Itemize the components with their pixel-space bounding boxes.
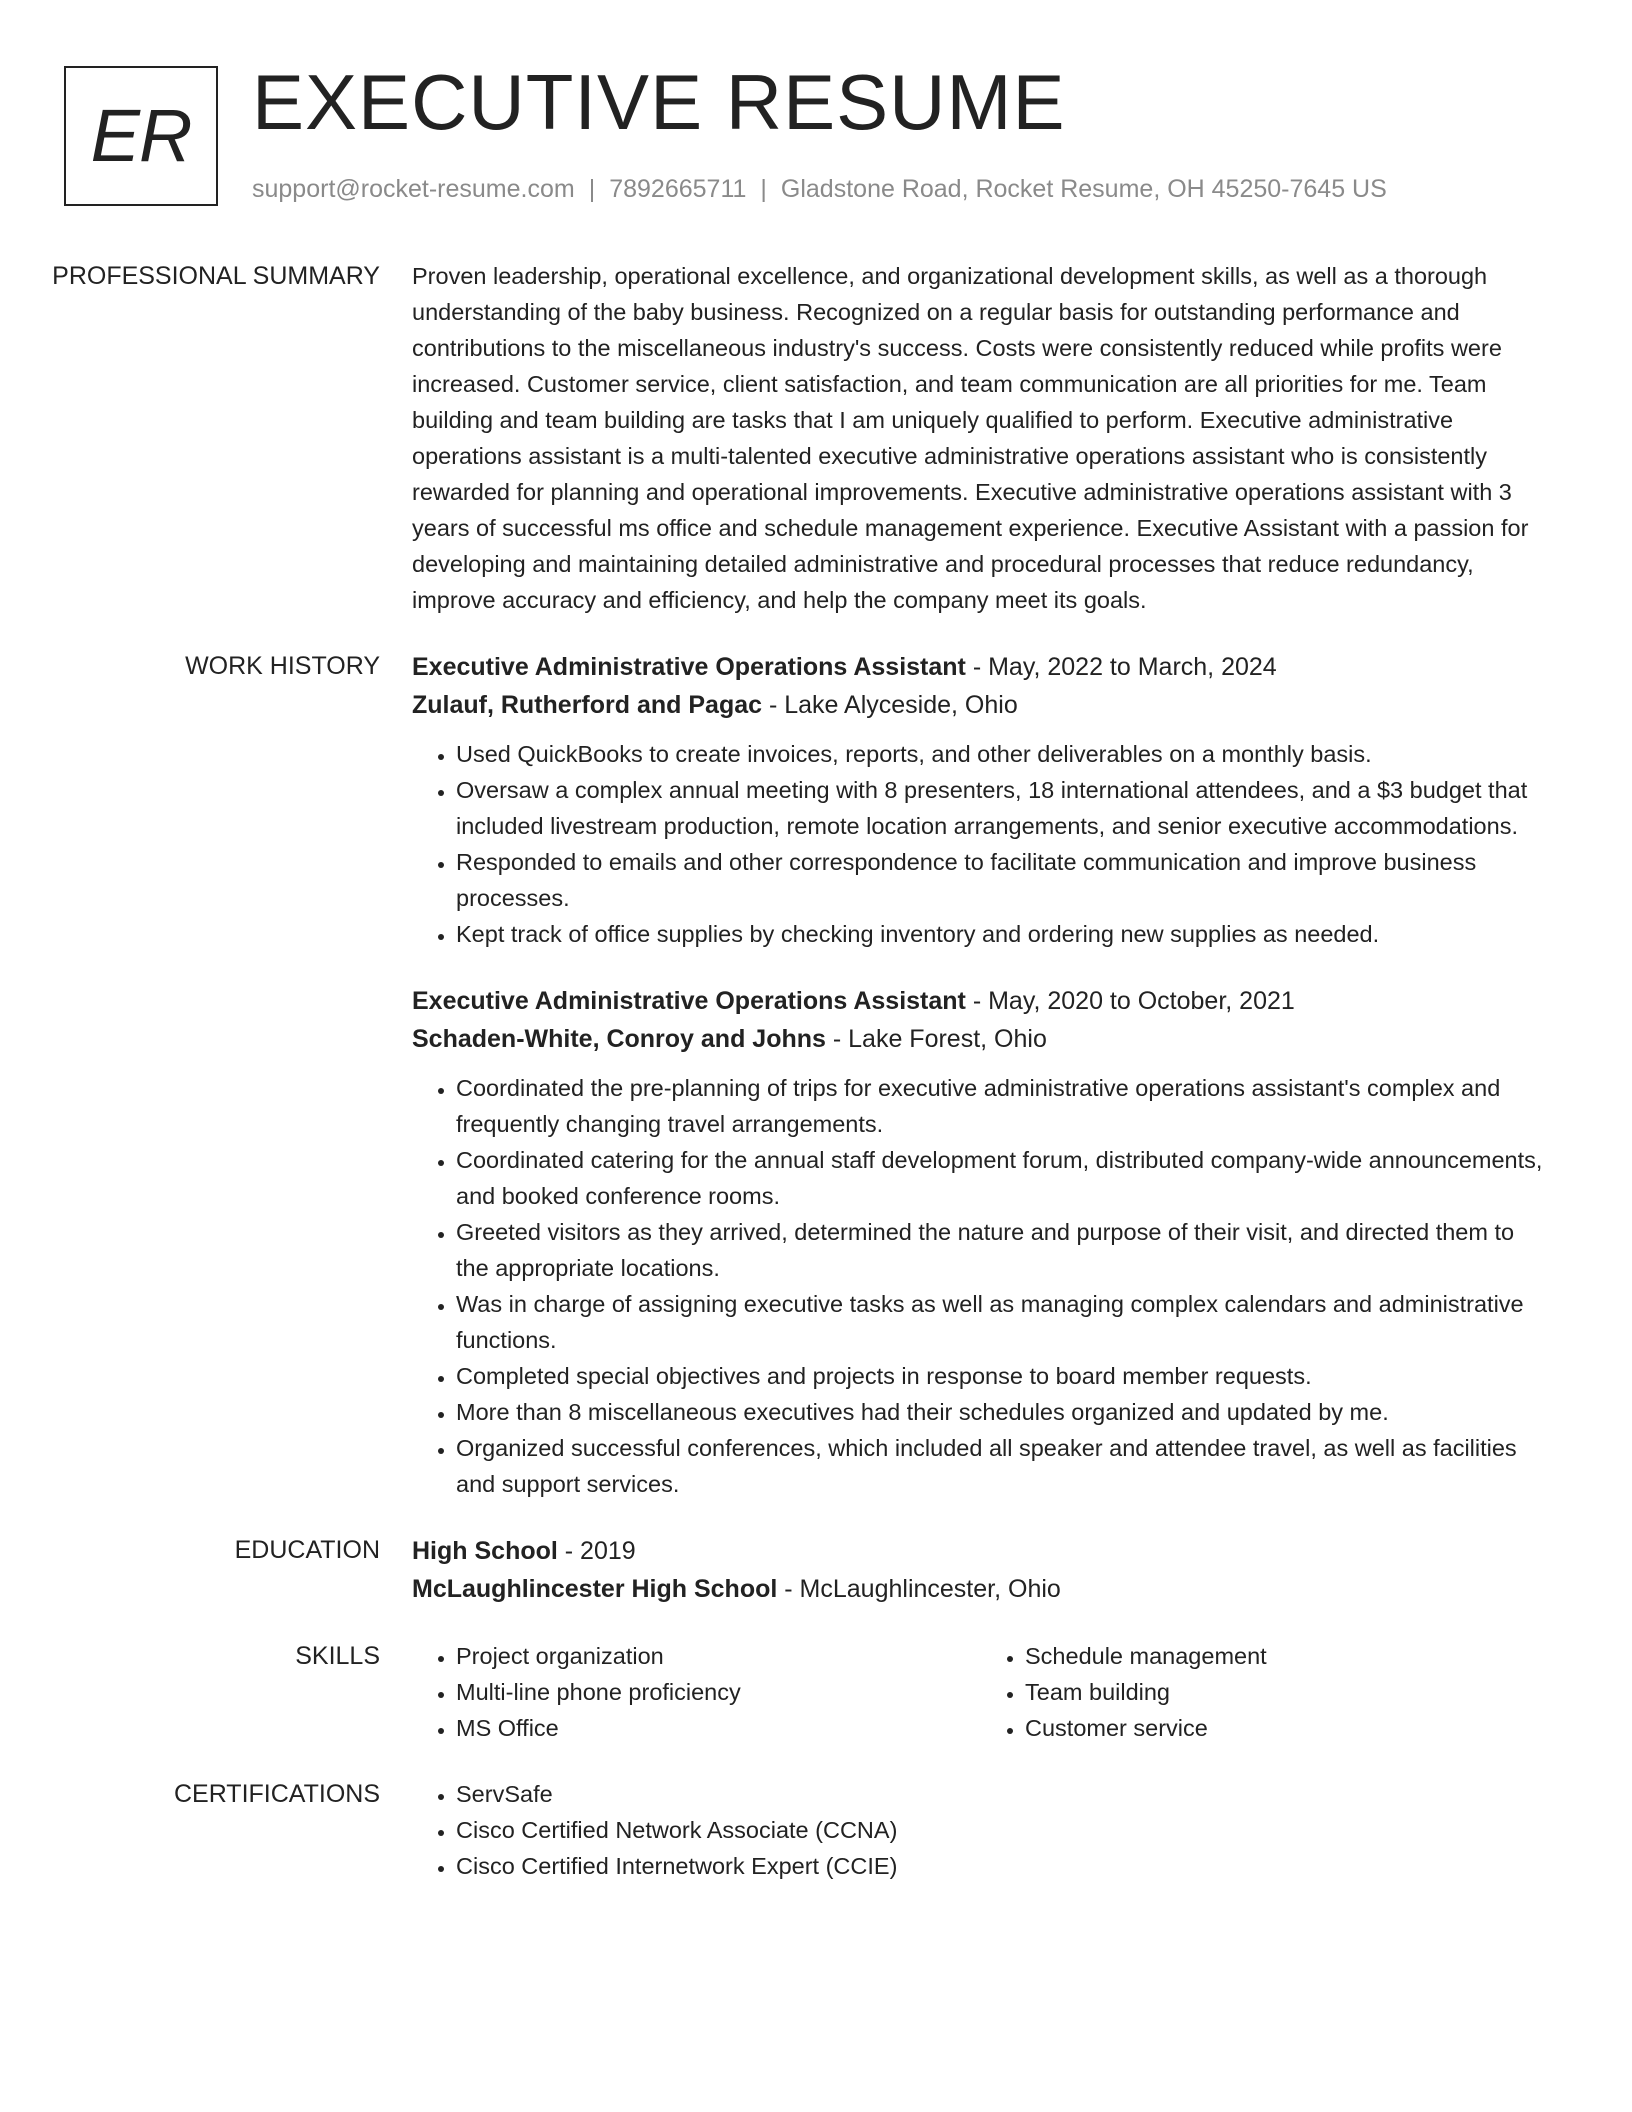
skill-item: • MS Office	[456, 1710, 981, 1746]
job-title: Executive Administrative Operations Assistant	[412, 987, 966, 1015]
job-bullets	[412, 736, 1550, 952]
skills-section	[0, 1638, 1632, 1746]
job-bullet: • Used QuickBooks to create invoices, reports, and other deliverables on a monthly basis.	[456, 736, 1550, 772]
monogram-initials: ER	[90, 94, 192, 177]
job-bullet: • Organized successful conferences, which included all speaker and attendee travel, as well as facilities and support services.	[456, 1430, 1550, 1502]
contact-phone[interactable]: 7892665711	[609, 175, 747, 203]
job-bullets	[412, 1070, 1550, 1502]
job-company: Zulauf, Rutherford and Pagac	[412, 691, 763, 719]
job-title: Executive Administrative Operations Assistant	[412, 653, 966, 681]
skill-item: • Multi-line phone proficiency	[456, 1674, 981, 1710]
job-company-line	[412, 686, 1550, 724]
skill-item: • Project organization	[456, 1638, 981, 1674]
certification-item: • Cisco Certified Network Associate (CCNA)	[456, 1812, 1550, 1848]
contact-line	[252, 172, 1387, 206]
job-location: - Lake Alyceside, Ohio	[762, 691, 1018, 719]
job-title-line	[412, 648, 1550, 686]
job-bullet: • Was in charge of assigning executive tasks as well as managing complex calendars and administrative functions.	[456, 1286, 1550, 1358]
job-bullet: • Coordinated catering for the annual staff development forum, distributed company-wide announcements, and booked conference rooms.	[456, 1142, 1550, 1214]
job-bullet: • Coordinated the pre-planning of trips for executive administrative operations assistant's complex and frequently changing travel arrangements.	[456, 1070, 1550, 1142]
education-year: - 2019	[557, 1537, 636, 1565]
contact-address: Gladstone Road, Rocket Resume, OH 45250-7645 US	[780, 175, 1387, 203]
job-bullet: • More than 8 miscellaneous executives had their schedules organized and updated by me.	[456, 1394, 1550, 1430]
resume-title: EXECUTIVE RESUME	[252, 58, 1066, 146]
monogram-box	[64, 66, 218, 206]
job-bullet: • Greeted visitors as they arrived, determined the nature and purpose of their visit, and directed them to the appropriate locations.	[456, 1214, 1550, 1286]
contact-email[interactable]: support@rocket-resume.com	[252, 175, 575, 203]
job-bullet: • Completed special objectives and projects in response to board member requests.	[456, 1358, 1550, 1394]
section-label-certifications: CERTIFICATIONS	[173, 1780, 380, 1808]
section-label-skills: SKILLS	[295, 1642, 380, 1670]
job-dates: - May, 2020 to October, 2021	[965, 987, 1295, 1015]
job-bullet: • Kept track of office supplies by checking inventory and ordering new supplies as needed.	[456, 916, 1550, 952]
work-history-section	[0, 648, 1632, 1502]
summary-section	[0, 258, 1632, 618]
education-degree-line	[412, 1532, 1550, 1570]
summary-text: Proven leadership, operational excellence, and organizational development skills, as well as a thorough understanding of the baby business. Recognized on a regular basis for outstanding performance and contributions to the miscellaneous industry's success. Costs were consistently reduced while profits were increased. Customer service, client satisfaction, and team communication are all priorities for me. Team building and team building are tasks that I am uniquely qualified to perform. Executive administrative operations assistant is a multi-talented executive administrative operations assistant who is consistently rewarded for planning and operational improvements. Executive administrative operations assistant with 3 years of successful ms office and schedule management experience. Executive Assistant with a passion for developing and maintaining detailed administrative and procedural processes that reduce redundancy, improve accuracy and efficiency, and help the company meet its goals.	[412, 263, 1529, 613]
job-entry	[412, 648, 1550, 952]
education-school: McLaughlincester High School	[412, 1575, 778, 1603]
section-label-work: WORK HISTORY	[185, 652, 380, 680]
job-company-line	[412, 1020, 1550, 1058]
job-entry	[412, 982, 1550, 1502]
section-label-education: EDUCATION	[234, 1536, 380, 1564]
contact-separator: |	[588, 175, 596, 203]
job-dates: - May, 2022 to March, 2024	[965, 653, 1277, 681]
job-company: Schaden-White, Conroy and Johns	[412, 1025, 826, 1053]
job-bullet: • Responded to emails and other correspondence to facilitate communication and improve business processes.	[456, 844, 1550, 916]
job-title-line	[412, 982, 1550, 1020]
skill-item: • Schedule management	[1025, 1638, 1550, 1674]
skill-item: • Team building	[1025, 1674, 1550, 1710]
job-location: - Lake Forest, Ohio	[825, 1025, 1047, 1053]
contact-separator: |	[760, 175, 767, 203]
education-school-line	[412, 1570, 1550, 1608]
certification-item: • Cisco Certified Internetwork Expert (CCIE)	[456, 1848, 1550, 1884]
education-section	[0, 1532, 1632, 1608]
skills-list-left	[412, 1638, 981, 1746]
resume-sections	[0, 258, 1632, 1914]
certifications-section	[0, 1776, 1632, 1884]
certifications-list	[412, 1776, 1550, 1884]
education-degree: High School	[412, 1537, 558, 1565]
skills-list-right	[981, 1638, 1550, 1746]
skill-item: • Customer service	[1025, 1710, 1550, 1746]
section-label-summary: PROFESSIONAL SUMMARY	[52, 262, 380, 290]
job-bullet: • Oversaw a complex annual meeting with 8 presenters, 18 international attendees, and a $3 budget that included livestream production, remote location arrangements, and senior executive accommodations.	[456, 772, 1550, 844]
certification-item: • ServSafe	[456, 1776, 1550, 1812]
education-location: - McLaughlincester, Ohio	[777, 1575, 1061, 1603]
